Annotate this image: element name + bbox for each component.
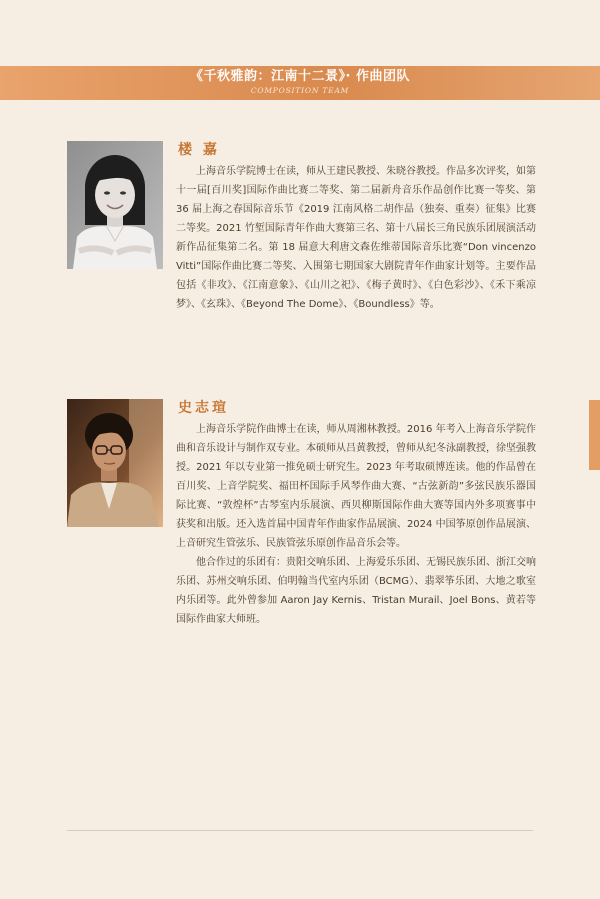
portrait-photo-lou-jia	[67, 141, 163, 269]
page-subtitle: COMPOSITION TEAM	[250, 86, 350, 95]
profile-bio	[176, 162, 536, 314]
bio-paragraph: 上海音乐学院博士在读，师从王建民教授、朱晓谷教授。作品多次评奖，如第十一届[百川奖]国际作曲比赛二等奖、第二届新舟音乐作品创作比赛一等奖、第 36 届上海之春国际音乐节《2019 江南风格二胡作品（独奏、重奏）征集》比赛二等奖。2021 竹堑国际青年作曲大赛第三名、第十八届长三角民族乐团展演活动新作品征集第二名。第 18 届意大利唐文森佐维蒂国际音乐比赛“Don vincenzo Vitti”国际作曲比赛二等奖、入围第七期国家大剧院青年作曲家计划等。主要作品包括《非攻》、《江南意象》、《山川之祀》、《梅子黄时》、《白色彩沙》、《禾下乘凉梦》、《玄珠》、《Beyond The Dome》、《Boundless》等。	[176, 166, 536, 310]
profile-name: 史志瑄	[178, 400, 229, 416]
portrait-image-1	[67, 141, 163, 269]
profile-bio	[176, 420, 536, 629]
portrait-photo-shi-zhixuan	[67, 399, 163, 527]
bio-paragraph: 上海音乐学院作曲博士在读，师从周湘林教授。2016 年考入上海音乐学院作曲和音乐设计与制作双专业。本硕师从吕黄教授，曾师从纪冬泳副教授，徐坚强教授。2021 年以专业第一推免硕士研究生。2023 年考取硕博连读。他的作品曾在百川奖、上音学院奖、福田杯国际手风琴作曲大赛、“古弦新韵”多弦民族乐器国际比赛、“敦煌杯”古琴室内乐展演、西贝柳斯国际作曲大赛等国内外多项赛事中获奖和出版。还入选首届中国青年作曲家作品展演、2024 中国筝原创作品展演、上音研究生管弦乐、民族管弦乐原创作品音乐会等。	[176, 424, 536, 549]
portrait-image-2	[67, 399, 163, 527]
page-title: 《千秋雅韵：江南十二景》· 作曲团队	[190, 69, 410, 84]
bio-paragraph: 他合作过的乐团有：贵阳交响乐团、上海爱乐乐团、无锡民族乐团、浙江交响乐团、苏州交响乐团、伯明翰当代室内乐团（BCMG）、翡翠筝乐团、大地之歌室内乐团等。此外曾参加 Aaron Jay Kernis、Tristan Murail、Joel Bons、黄若等国际作曲家大师班。	[176, 557, 536, 625]
header-band	[0, 66, 600, 100]
footer-divider	[67, 830, 533, 831]
profile-name: 楼 嘉	[178, 142, 220, 158]
page-edge-tab	[589, 400, 600, 470]
